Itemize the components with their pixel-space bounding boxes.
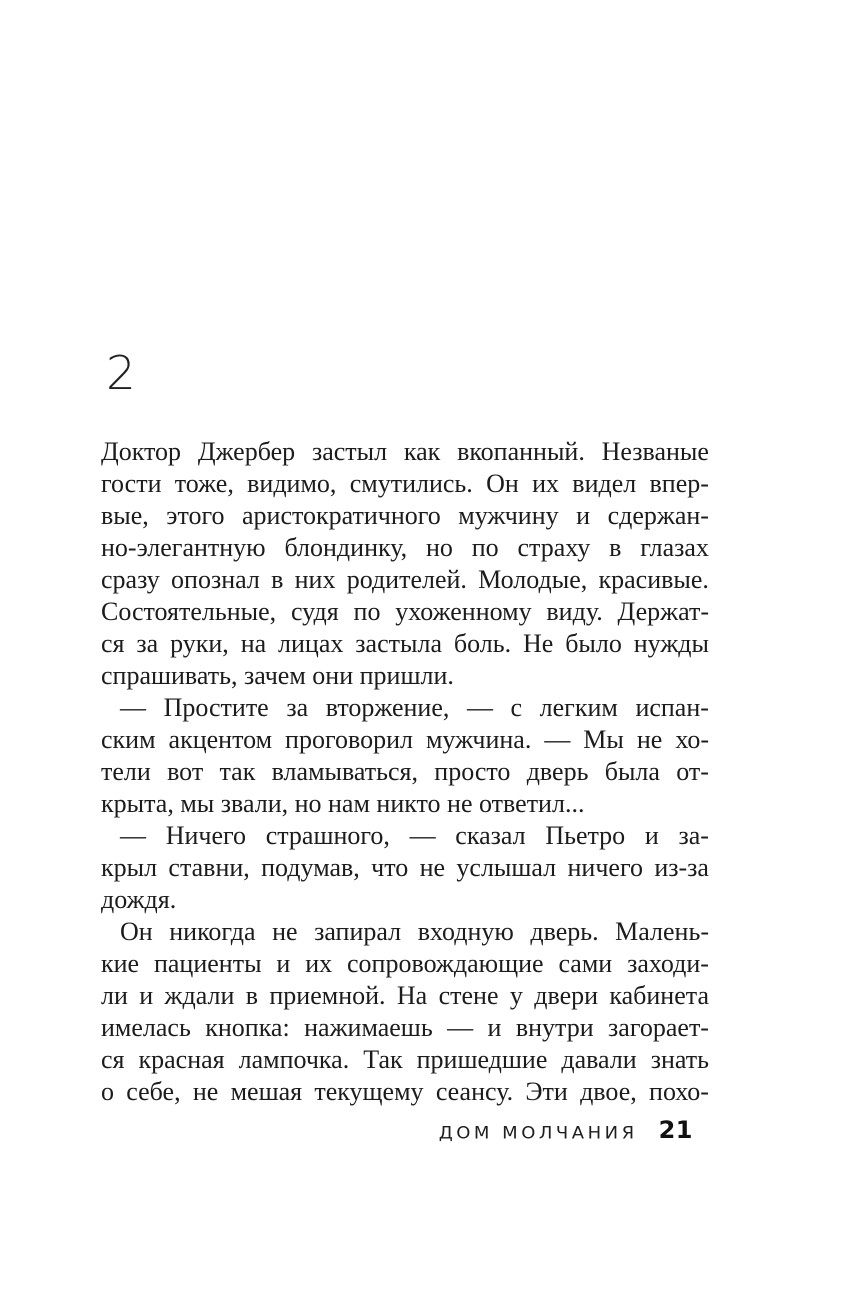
word: ничего bbox=[567, 853, 643, 882]
word: тели bbox=[101, 757, 151, 786]
word: стене bbox=[438, 981, 499, 1010]
word: сами bbox=[558, 949, 613, 978]
word: кабинета bbox=[609, 981, 709, 1010]
word: гости bbox=[101, 469, 162, 498]
word: приемной. bbox=[269, 981, 386, 1010]
word: знать bbox=[650, 1045, 709, 1074]
word: них bbox=[294, 565, 336, 594]
word: пациенты bbox=[153, 949, 262, 978]
word: просто bbox=[434, 757, 511, 786]
word: но bbox=[425, 533, 453, 562]
word: Пьетро bbox=[545, 821, 626, 850]
word: видел bbox=[572, 469, 637, 498]
word: себе, bbox=[126, 1077, 181, 1106]
word: Ничего bbox=[165, 821, 247, 850]
word: ли bbox=[101, 981, 128, 1010]
word: и bbox=[576, 501, 591, 530]
word: — bbox=[409, 821, 436, 850]
word: внутри bbox=[515, 1013, 594, 1042]
word: за- bbox=[678, 821, 709, 850]
word: вламываться, bbox=[271, 757, 419, 786]
word: что bbox=[371, 853, 409, 882]
word: было bbox=[565, 629, 622, 658]
text-line bbox=[101, 916, 709, 948]
word: вторжение, bbox=[325, 693, 450, 722]
word: как bbox=[403, 437, 441, 466]
word: похо- bbox=[649, 1077, 709, 1106]
text-line bbox=[101, 500, 709, 532]
text-line bbox=[101, 1044, 709, 1076]
word: Доктор bbox=[101, 437, 182, 466]
text-line bbox=[101, 468, 709, 500]
word: — bbox=[544, 725, 571, 754]
word: Малень- bbox=[615, 917, 709, 946]
text-line bbox=[101, 756, 709, 788]
word: ся bbox=[101, 1045, 125, 1074]
word: Держат- bbox=[617, 597, 709, 626]
word: ждали bbox=[164, 981, 235, 1010]
text-line bbox=[101, 596, 709, 628]
word: тоже, bbox=[174, 469, 234, 498]
word: — bbox=[466, 693, 493, 722]
word: о bbox=[101, 1077, 114, 1106]
word: боль. bbox=[453, 629, 512, 658]
word: застыл bbox=[311, 437, 388, 466]
text-line: спрашивать, зачем они пришли. bbox=[101, 661, 454, 690]
word: родителей. bbox=[346, 565, 467, 594]
word: проговорил bbox=[285, 725, 413, 754]
word: мужчину bbox=[458, 501, 559, 530]
word: мужчина. bbox=[425, 725, 532, 754]
word: из-за bbox=[654, 853, 709, 882]
word: с bbox=[510, 693, 523, 722]
word: лицах bbox=[278, 629, 344, 658]
word: подумав, bbox=[261, 853, 360, 882]
word: Он bbox=[486, 469, 519, 498]
word: Простите bbox=[163, 693, 269, 722]
word: дверь bbox=[526, 757, 589, 786]
word: испан- bbox=[635, 693, 709, 722]
page-footer bbox=[439, 1116, 693, 1144]
word: судя bbox=[290, 597, 339, 626]
word: у bbox=[509, 981, 523, 1010]
word: пришедшие bbox=[416, 1045, 548, 1074]
word: дверь. bbox=[530, 917, 599, 946]
word: лампочка. bbox=[238, 1045, 350, 1074]
word: легким bbox=[539, 693, 618, 722]
word: акцентом bbox=[168, 725, 273, 754]
word: — bbox=[120, 821, 146, 850]
running-title: ДОМ МОЛЧАНИЯ bbox=[438, 1123, 638, 1143]
text-line: крыта, мы звали, но нам никто не ответил... bbox=[101, 789, 585, 818]
word: ухоженному bbox=[395, 597, 532, 626]
word: запирал bbox=[314, 917, 402, 946]
paragraph bbox=[101, 820, 709, 916]
word: но-элегантную bbox=[101, 533, 266, 562]
word: сразу bbox=[101, 565, 160, 594]
word: крыл bbox=[101, 853, 158, 882]
word: опознал bbox=[171, 565, 260, 594]
word: услышал bbox=[456, 853, 557, 882]
word: красивые. bbox=[598, 565, 709, 594]
word: — bbox=[120, 693, 146, 722]
word: блондинку, bbox=[284, 533, 408, 562]
text-line bbox=[101, 692, 709, 724]
word: Мы bbox=[583, 725, 624, 754]
page-number: 21 bbox=[658, 1116, 693, 1144]
word: и bbox=[644, 821, 659, 850]
word: на bbox=[240, 629, 267, 658]
word: от- bbox=[676, 757, 709, 786]
word: нужды bbox=[633, 629, 709, 658]
word: сдержан- bbox=[607, 501, 709, 530]
paragraph bbox=[101, 692, 709, 820]
word: кнопка: bbox=[205, 1013, 290, 1042]
word: в bbox=[609, 533, 622, 562]
word: Эти bbox=[525, 1077, 568, 1106]
paragraph bbox=[101, 916, 709, 1108]
word: — bbox=[447, 1013, 474, 1042]
word: руки, bbox=[170, 629, 229, 658]
paragraph bbox=[101, 436, 709, 692]
word: Не bbox=[522, 629, 554, 658]
word: за bbox=[286, 693, 309, 722]
word: сеансу. bbox=[435, 1077, 514, 1106]
text-line bbox=[101, 1012, 709, 1044]
word: и bbox=[139, 981, 154, 1010]
word: хо- bbox=[675, 725, 709, 754]
word: не bbox=[272, 917, 298, 946]
text-line bbox=[101, 1076, 709, 1108]
text-line: дождя. bbox=[101, 885, 177, 914]
word: Джербер bbox=[197, 437, 296, 466]
text-line bbox=[101, 980, 709, 1012]
word: давали bbox=[561, 1045, 637, 1074]
word: ся bbox=[101, 629, 125, 658]
word: этого bbox=[166, 501, 225, 530]
word: мешая bbox=[230, 1077, 303, 1106]
word: аристократичного bbox=[242, 501, 441, 530]
word: загорает- bbox=[608, 1013, 709, 1042]
text-line bbox=[101, 820, 709, 852]
word: Состоятельные, bbox=[101, 597, 277, 626]
word: в bbox=[245, 981, 259, 1010]
word: Так bbox=[363, 1045, 403, 1074]
word: глазах bbox=[640, 533, 709, 562]
word: их bbox=[532, 469, 559, 498]
word: страшного, bbox=[265, 821, 390, 850]
word: и bbox=[487, 1013, 502, 1042]
word: виду. bbox=[546, 597, 603, 626]
text-line bbox=[101, 724, 709, 756]
text-line bbox=[101, 628, 709, 660]
word: по bbox=[353, 597, 381, 626]
text-line bbox=[101, 532, 709, 564]
word: так bbox=[219, 757, 256, 786]
word: не bbox=[192, 1077, 219, 1106]
word: вые, bbox=[101, 501, 149, 530]
word: двое, bbox=[580, 1077, 637, 1106]
word: вот bbox=[167, 757, 204, 786]
word: была bbox=[604, 757, 660, 786]
word: никогда bbox=[169, 917, 256, 946]
body-text bbox=[101, 436, 709, 1108]
word: их bbox=[305, 949, 333, 978]
text-line bbox=[101, 436, 709, 468]
word: имелась bbox=[101, 1013, 191, 1042]
word: не bbox=[419, 853, 446, 882]
word: Незваные bbox=[601, 437, 709, 466]
word: Молодые, bbox=[478, 565, 588, 594]
word: впер- bbox=[649, 469, 709, 498]
word: смутились. bbox=[349, 469, 473, 498]
word: по bbox=[471, 533, 499, 562]
word: На bbox=[396, 981, 428, 1010]
word: за bbox=[136, 629, 159, 658]
text-line bbox=[101, 564, 709, 596]
word: нажимаешь bbox=[304, 1013, 433, 1042]
word: Он bbox=[120, 917, 153, 946]
word: не bbox=[636, 725, 663, 754]
word: ским bbox=[101, 725, 156, 754]
word: кие bbox=[101, 949, 140, 978]
text-line bbox=[101, 852, 709, 884]
word: заходи- bbox=[627, 949, 709, 978]
word: входную bbox=[417, 917, 514, 946]
word: сопровождающие bbox=[347, 949, 544, 978]
word: красная bbox=[138, 1045, 225, 1074]
chapter-number: 2 bbox=[106, 346, 137, 400]
word: застыла bbox=[355, 629, 442, 658]
word: видимо, bbox=[247, 469, 337, 498]
word: и bbox=[276, 949, 291, 978]
word: ставни, bbox=[168, 853, 250, 882]
word: вкопанный. bbox=[457, 437, 585, 466]
text-line bbox=[101, 948, 709, 980]
word: двери bbox=[534, 981, 599, 1010]
word: сказал bbox=[455, 821, 526, 850]
word: страху bbox=[517, 533, 591, 562]
word: текущему bbox=[314, 1077, 424, 1106]
word: в bbox=[271, 565, 284, 594]
